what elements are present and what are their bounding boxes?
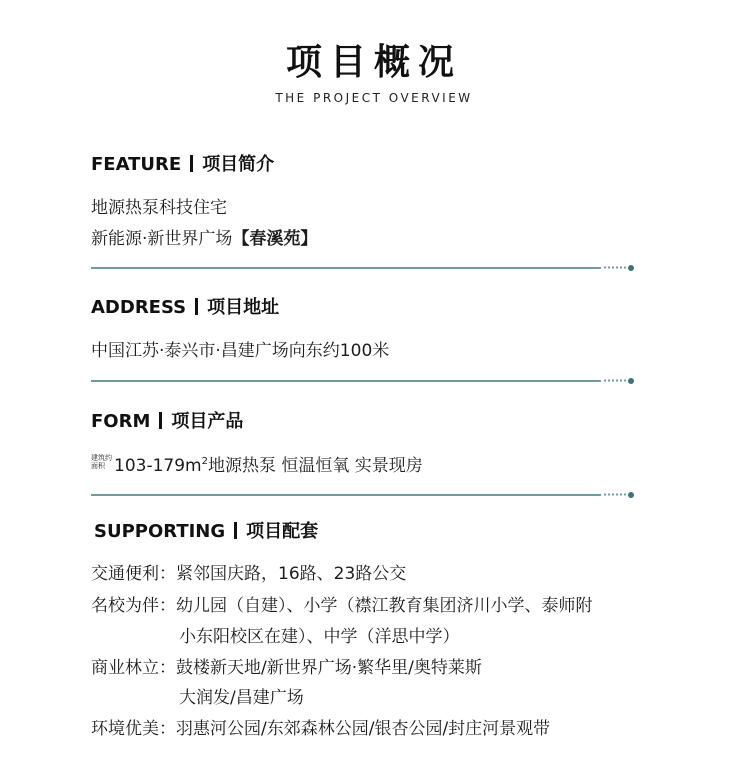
form-heading-cn: 项目产品 (171, 411, 244, 432)
supporting-line: 大润发/昌建广场 (179, 688, 304, 708)
address-line: 中国江苏·泰兴市·昌建广场向东约100米 (91, 341, 390, 361)
supporting-heading-en: SUPPORTING (94, 521, 226, 542)
page-title: 项目概况 (285, 42, 462, 83)
supporting-line: 名校为伴：幼儿园（自建）、小学（襟江教育集团济川小学、泰师附 (91, 596, 593, 616)
feature-heading-cn: 项目简介 (202, 154, 275, 175)
heading-separator (234, 522, 237, 539)
area-note-top: 建筑约 (91, 454, 112, 462)
area-unit-sup: 2 (201, 456, 208, 467)
section-divider (91, 378, 636, 384)
heading-separator (159, 412, 162, 429)
divider-line (91, 267, 601, 269)
divider-line (91, 494, 601, 496)
area-unit: m (185, 456, 202, 476)
form-heading (91, 407, 243, 433)
feature-line-2 (91, 224, 317, 249)
project-name: 【春溪苑】 (232, 229, 318, 249)
divider-end-dot (628, 378, 634, 384)
supporting-heading-cn: 项目配套 (246, 521, 319, 542)
address-heading-en: ADDRESS (91, 297, 187, 318)
divider-line (91, 380, 601, 382)
section-divider (91, 265, 636, 271)
form-features: 地源热泵 恒温恒氧 实景现房 (207, 456, 423, 476)
divider-dots (603, 266, 627, 269)
divider-end-dot (628, 265, 634, 271)
supporting-heading (94, 517, 318, 543)
supporting-line: 商业林立：鼓楼新天地/新世界广场·繁华里/奥特莱斯 (91, 658, 482, 678)
address-heading (91, 293, 279, 319)
form-line (91, 451, 423, 476)
section-divider (91, 492, 636, 498)
feature-line-1: 地源热泵科技住宅 (91, 198, 227, 218)
area-note (91, 454, 112, 470)
supporting-line: 环境优美：羽惠河公园/东郊森林公园/银杏公园/封庄河景观带 (91, 719, 551, 739)
feature-heading-en: FEATURE (91, 154, 182, 175)
divider-dots (603, 493, 627, 496)
feature-line-2-prefix: 新能源·新世界广场 (91, 229, 233, 249)
feature-heading (91, 150, 274, 176)
supporting-line: 交通便利：紧邻国庆路，16路、23路公交 (91, 564, 407, 584)
heading-separator (195, 298, 198, 315)
divider-end-dot (628, 492, 634, 498)
area-note-bottom: 面积 (91, 462, 105, 470)
address-heading-cn: 项目地址 (207, 297, 280, 318)
area-range: 103-179 (114, 456, 186, 476)
divider-dots (603, 379, 627, 382)
form-heading-en: FORM (91, 411, 151, 432)
supporting-line: 小东阳校区在建）、中学（洋思中学） (179, 627, 460, 647)
heading-separator (190, 155, 193, 172)
page-subtitle: THE PROJECT OVERVIEW (275, 91, 473, 105)
